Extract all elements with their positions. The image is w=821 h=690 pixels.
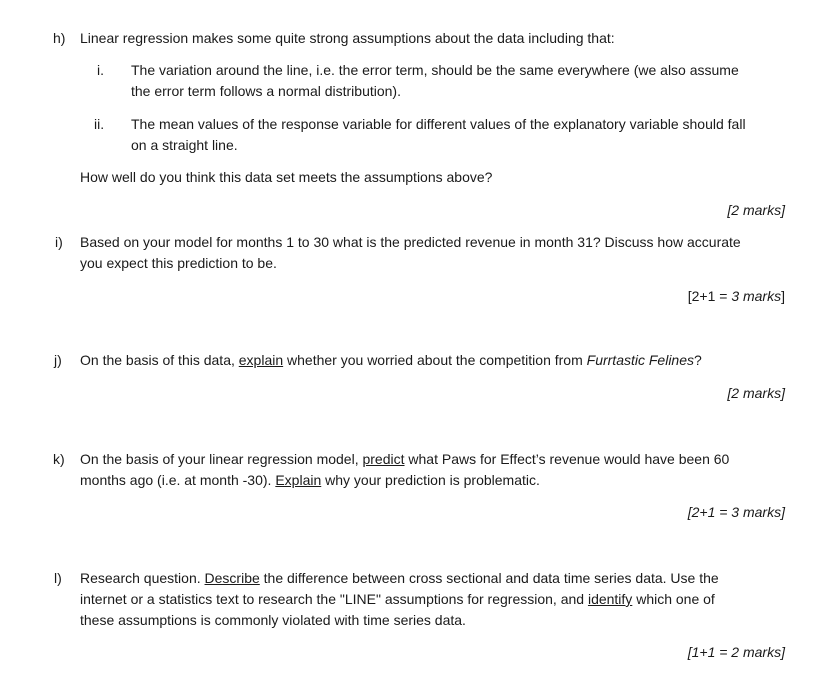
question-text: internet or a statistics text to research the "LINE" assumptions for regression, and identify which one of [80, 591, 715, 607]
list-item-text: on a straight line. [131, 137, 238, 153]
question-text: these assumptions is commonly violated with time series data. [80, 612, 466, 628]
question-text: months ago (i.e. at month -30). Explain why your prediction is problematic. [80, 472, 540, 488]
list-number: ii. [94, 116, 105, 132]
question-text: you expect this prediction to be. [80, 255, 277, 271]
question-text: On the basis of your linear regression model, predict what Paws for Effect’s revenue would have been 60 [80, 451, 730, 467]
question-text: Linear regression makes some quite strong assumptions about the data including that: [80, 30, 615, 46]
question-text: How well do you think this data set meets the assumptions above? [80, 169, 493, 185]
question-text: Research question. Describe the difference between cross sectional and data time series data. Use the [80, 570, 719, 586]
underlined-keyword: Explain [275, 472, 322, 488]
underlined-keyword: Describe [204, 570, 260, 586]
list-item-text: The mean values of the response variable for different values of the explanatory variable should fall [131, 116, 746, 132]
underlined-keyword: identify [587, 591, 633, 607]
marks-label: [2 marks] [727, 202, 785, 218]
underlined-keyword: predict [362, 451, 405, 467]
marks-label: [2+1 = 3 marks] [687, 288, 785, 304]
list-item-text: the error term follows a normal distribution). [131, 83, 401, 99]
marks-label: [1+1 = 2 marks] [687, 644, 785, 660]
question-label: k) [53, 451, 65, 467]
question-label: h) [53, 30, 66, 46]
question-text: Based on your model for months 1 to 30 what is the predicted revenue in month 31? Discuss how accurate [80, 234, 741, 250]
underlined-keyword: explain [238, 352, 284, 368]
list-item-text: The variation around the line, i.e. the error term, should be the same everywhere (we also assume [131, 62, 739, 78]
list-number: i. [97, 62, 104, 78]
marks-label: [2+1 = 3 marks] [687, 504, 785, 520]
company-name: Furrtastic Felines [586, 352, 694, 368]
question-label: l) [54, 570, 62, 586]
question-label: i) [55, 234, 63, 250]
marks-label: [2 marks] [727, 385, 785, 401]
question-text: On the basis of this data, explain whether you worried about the competition from Furrtastic Felines? [80, 352, 702, 368]
question-label: j) [54, 352, 62, 368]
